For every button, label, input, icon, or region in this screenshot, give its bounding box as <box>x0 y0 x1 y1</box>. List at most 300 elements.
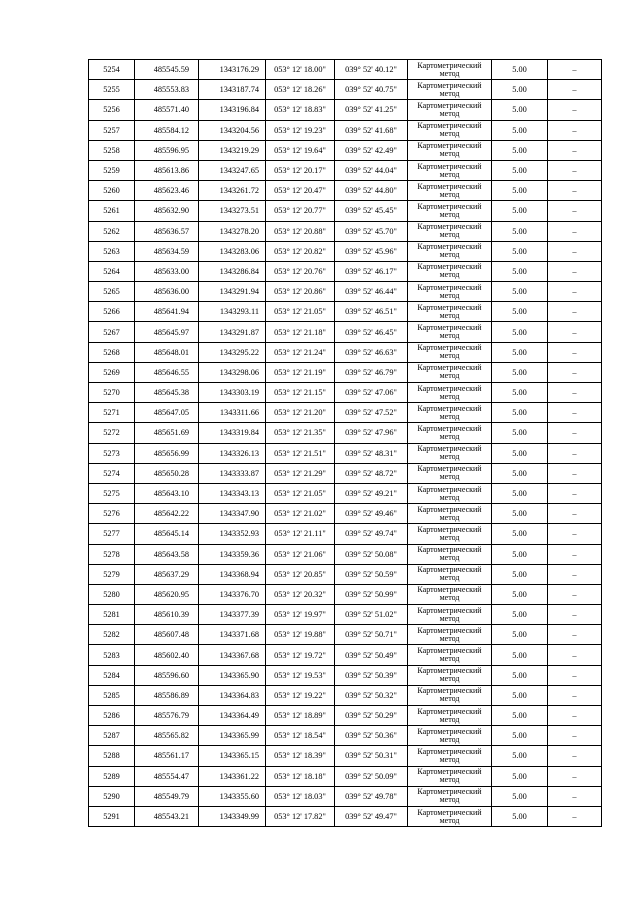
accuracy-cell: 5.00 <box>492 140 548 160</box>
latitude-cell: 053° 12' 21.24" <box>266 342 335 362</box>
accuracy-cell: 5.00 <box>492 80 548 100</box>
method-cell: Картометрический метод <box>408 282 492 302</box>
point-number-cell: 5275 <box>89 483 135 503</box>
x-coordinate-cell: 485561.17 <box>135 746 199 766</box>
point-number-cell: 5290 <box>89 786 135 806</box>
latitude-cell: 053° 12' 18.26" <box>266 80 335 100</box>
method-cell: Картометрический метод <box>408 685 492 705</box>
latitude-cell: 053° 12' 18.00" <box>266 60 335 80</box>
note-cell: – <box>548 766 602 786</box>
note-cell: – <box>548 403 602 423</box>
latitude-cell: 053° 12' 20.86" <box>266 282 335 302</box>
y-coordinate-cell: 1343295.22 <box>199 342 266 362</box>
table-row <box>89 302 602 322</box>
point-number-cell: 5268 <box>89 342 135 362</box>
y-coordinate-cell: 1343365.99 <box>199 726 266 746</box>
note-cell: – <box>548 625 602 645</box>
point-number-cell: 5257 <box>89 120 135 140</box>
note-cell: – <box>548 463 602 483</box>
accuracy-cell: 5.00 <box>492 685 548 705</box>
latitude-cell: 053° 12' 21.51" <box>266 443 335 463</box>
table-row <box>89 403 602 423</box>
latitude-cell: 053° 12' 20.76" <box>266 261 335 281</box>
method-cell: Картометрический метод <box>408 524 492 544</box>
x-coordinate-cell: 485545.59 <box>135 60 199 80</box>
longitude-cell: 039° 52' 42.49" <box>335 140 408 160</box>
table-body <box>89 60 602 827</box>
accuracy-cell: 5.00 <box>492 282 548 302</box>
y-coordinate-cell: 1343365.90 <box>199 665 266 685</box>
y-coordinate-cell: 1343349.99 <box>199 806 266 826</box>
y-coordinate-cell: 1343204.56 <box>199 120 266 140</box>
latitude-cell: 053° 12' 21.11" <box>266 524 335 544</box>
latitude-cell: 053° 12' 21.15" <box>266 383 335 403</box>
method-cell: Картометрический метод <box>408 605 492 625</box>
note-cell: – <box>548 120 602 140</box>
note-cell: – <box>548 443 602 463</box>
x-coordinate-cell: 485553.83 <box>135 80 199 100</box>
latitude-cell: 053° 12' 19.64" <box>266 140 335 160</box>
note-cell: – <box>548 726 602 746</box>
table-row <box>89 160 602 180</box>
y-coordinate-cell: 1343377.39 <box>199 605 266 625</box>
x-coordinate-cell: 485634.59 <box>135 241 199 261</box>
accuracy-cell: 5.00 <box>492 423 548 443</box>
note-cell: – <box>548 564 602 584</box>
latitude-cell: 053° 12' 21.20" <box>266 403 335 423</box>
point-number-cell: 5262 <box>89 221 135 241</box>
x-coordinate-cell: 485565.82 <box>135 726 199 746</box>
point-number-cell: 5259 <box>89 160 135 180</box>
y-coordinate-cell: 1343303.19 <box>199 383 266 403</box>
table-row <box>89 221 602 241</box>
note-cell: – <box>548 383 602 403</box>
accuracy-cell: 5.00 <box>492 100 548 120</box>
method-cell: Картометрический метод <box>408 261 492 281</box>
x-coordinate-cell: 485648.01 <box>135 342 199 362</box>
longitude-cell: 039° 52' 46.51" <box>335 302 408 322</box>
x-coordinate-cell: 485610.39 <box>135 605 199 625</box>
accuracy-cell: 5.00 <box>492 766 548 786</box>
method-cell: Картометрический метод <box>408 746 492 766</box>
y-coordinate-cell: 1343286.84 <box>199 261 266 281</box>
latitude-cell: 053° 12' 19.88" <box>266 625 335 645</box>
note-cell: – <box>548 181 602 201</box>
latitude-cell: 053° 12' 19.53" <box>266 665 335 685</box>
longitude-cell: 039° 52' 46.79" <box>335 362 408 382</box>
accuracy-cell: 5.00 <box>492 362 548 382</box>
y-coordinate-cell: 1343176.29 <box>199 60 266 80</box>
latitude-cell: 053° 12' 20.88" <box>266 221 335 241</box>
y-coordinate-cell: 1343359.36 <box>199 544 266 564</box>
method-cell: Картометрический метод <box>408 362 492 382</box>
method-cell: Картометрический метод <box>408 140 492 160</box>
latitude-cell: 053° 12' 20.85" <box>266 564 335 584</box>
latitude-cell: 053° 12' 18.54" <box>266 726 335 746</box>
y-coordinate-cell: 1343196.84 <box>199 100 266 120</box>
accuracy-cell: 5.00 <box>492 403 548 423</box>
accuracy-cell: 5.00 <box>492 524 548 544</box>
method-cell: Картометрический метод <box>408 80 492 100</box>
method-cell: Картометрический метод <box>408 584 492 604</box>
longitude-cell: 039° 52' 45.70" <box>335 221 408 241</box>
latitude-cell: 053° 12' 21.19" <box>266 362 335 382</box>
latitude-cell: 053° 12' 21.18" <box>266 322 335 342</box>
accuracy-cell: 5.00 <box>492 120 548 140</box>
point-number-cell: 5263 <box>89 241 135 261</box>
method-cell: Картометрический метод <box>408 463 492 483</box>
note-cell: – <box>548 241 602 261</box>
method-cell: Картометрический метод <box>408 241 492 261</box>
latitude-cell: 053° 12' 18.03" <box>266 786 335 806</box>
point-number-cell: 5287 <box>89 726 135 746</box>
latitude-cell: 053° 12' 20.47" <box>266 181 335 201</box>
table-row <box>89 140 602 160</box>
latitude-cell: 053° 12' 20.82" <box>266 241 335 261</box>
point-number-cell: 5271 <box>89 403 135 423</box>
x-coordinate-cell: 485586.89 <box>135 685 199 705</box>
method-cell: Картометрический метод <box>408 706 492 726</box>
latitude-cell: 053° 12' 17.82" <box>266 806 335 826</box>
longitude-cell: 039° 52' 50.39" <box>335 665 408 685</box>
method-cell: Картометрический метод <box>408 100 492 120</box>
table-row <box>89 483 602 503</box>
longitude-cell: 039° 52' 48.31" <box>335 443 408 463</box>
accuracy-cell: 5.00 <box>492 302 548 322</box>
accuracy-cell: 5.00 <box>492 544 548 564</box>
longitude-cell: 039° 52' 49.78" <box>335 786 408 806</box>
point-number-cell: 5269 <box>89 362 135 382</box>
note-cell: – <box>548 746 602 766</box>
note-cell: – <box>548 261 602 281</box>
method-cell: Картометрический метод <box>408 181 492 201</box>
point-number-cell: 5265 <box>89 282 135 302</box>
table-row <box>89 120 602 140</box>
y-coordinate-cell: 1343355.60 <box>199 786 266 806</box>
accuracy-cell: 5.00 <box>492 463 548 483</box>
accuracy-cell: 5.00 <box>492 726 548 746</box>
x-coordinate-cell: 485645.14 <box>135 524 199 544</box>
y-coordinate-cell: 1343368.94 <box>199 564 266 584</box>
method-cell: Картометрический метод <box>408 160 492 180</box>
point-number-cell: 5289 <box>89 766 135 786</box>
method-cell: Картометрический метод <box>408 60 492 80</box>
longitude-cell: 039° 52' 50.36" <box>335 726 408 746</box>
longitude-cell: 039° 52' 49.21" <box>335 483 408 503</box>
table-row <box>89 706 602 726</box>
accuracy-cell: 5.00 <box>492 241 548 261</box>
longitude-cell: 039° 52' 50.08" <box>335 544 408 564</box>
x-coordinate-cell: 485554.47 <box>135 766 199 786</box>
accuracy-cell: 5.00 <box>492 706 548 726</box>
accuracy-cell: 5.00 <box>492 564 548 584</box>
y-coordinate-cell: 1343361.22 <box>199 766 266 786</box>
point-number-cell: 5282 <box>89 625 135 645</box>
table-row <box>89 181 602 201</box>
y-coordinate-cell: 1343376.70 <box>199 584 266 604</box>
note-cell: – <box>548 786 602 806</box>
table-row <box>89 625 602 645</box>
point-number-cell: 5255 <box>89 80 135 100</box>
method-cell: Картометрический метод <box>408 726 492 746</box>
note-cell: – <box>548 524 602 544</box>
x-coordinate-cell: 485645.97 <box>135 322 199 342</box>
table-row <box>89 605 602 625</box>
x-coordinate-cell: 485636.00 <box>135 282 199 302</box>
point-number-cell: 5274 <box>89 463 135 483</box>
accuracy-cell: 5.00 <box>492 584 548 604</box>
x-coordinate-cell: 485633.00 <box>135 261 199 281</box>
x-coordinate-cell: 485637.29 <box>135 564 199 584</box>
table-row <box>89 282 602 302</box>
y-coordinate-cell: 1343343.13 <box>199 483 266 503</box>
y-coordinate-cell: 1343247.65 <box>199 160 266 180</box>
accuracy-cell: 5.00 <box>492 342 548 362</box>
y-coordinate-cell: 1343364.49 <box>199 706 266 726</box>
note-cell: – <box>548 806 602 826</box>
point-number-cell: 5254 <box>89 60 135 80</box>
longitude-cell: 039° 52' 45.96" <box>335 241 408 261</box>
note-cell: – <box>548 342 602 362</box>
point-number-cell: 5284 <box>89 665 135 685</box>
point-number-cell: 5291 <box>89 806 135 826</box>
longitude-cell: 039° 52' 46.44" <box>335 282 408 302</box>
longitude-cell: 039° 52' 50.09" <box>335 766 408 786</box>
table-row <box>89 80 602 100</box>
table-row <box>89 806 602 826</box>
point-number-cell: 5277 <box>89 524 135 544</box>
note-cell: – <box>548 221 602 241</box>
point-number-cell: 5281 <box>89 605 135 625</box>
method-cell: Картометрический метод <box>408 786 492 806</box>
x-coordinate-cell: 485650.28 <box>135 463 199 483</box>
longitude-cell: 039° 52' 45.45" <box>335 201 408 221</box>
longitude-cell: 039° 52' 49.74" <box>335 524 408 544</box>
x-coordinate-cell: 485602.40 <box>135 645 199 665</box>
latitude-cell: 053° 12' 21.02" <box>266 504 335 524</box>
latitude-cell: 053° 12' 21.05" <box>266 483 335 503</box>
method-cell: Картометрический метод <box>408 504 492 524</box>
method-cell: Картометрический метод <box>408 544 492 564</box>
note-cell: – <box>548 201 602 221</box>
longitude-cell: 039° 52' 50.31" <box>335 746 408 766</box>
table-row <box>89 423 602 443</box>
longitude-cell: 039° 52' 50.29" <box>335 706 408 726</box>
latitude-cell: 053° 12' 21.05" <box>266 302 335 322</box>
table-row <box>89 766 602 786</box>
y-coordinate-cell: 1343273.51 <box>199 201 266 221</box>
longitude-cell: 039° 52' 48.72" <box>335 463 408 483</box>
note-cell: – <box>548 645 602 665</box>
longitude-cell: 039° 52' 50.49" <box>335 645 408 665</box>
method-cell: Картометрический метод <box>408 625 492 645</box>
method-cell: Картометрический метод <box>408 806 492 826</box>
longitude-cell: 039° 52' 44.80" <box>335 181 408 201</box>
table-row <box>89 544 602 564</box>
accuracy-cell: 5.00 <box>492 160 548 180</box>
accuracy-cell: 5.00 <box>492 806 548 826</box>
y-coordinate-cell: 1343219.29 <box>199 140 266 160</box>
y-coordinate-cell: 1343364.83 <box>199 685 266 705</box>
method-cell: Картометрический метод <box>408 423 492 443</box>
method-cell: Картометрический метод <box>408 443 492 463</box>
note-cell: – <box>548 302 602 322</box>
point-number-cell: 5258 <box>89 140 135 160</box>
x-coordinate-cell: 485549.79 <box>135 786 199 806</box>
longitude-cell: 039° 52' 50.71" <box>335 625 408 645</box>
method-cell: Картометрический метод <box>408 322 492 342</box>
point-number-cell: 5261 <box>89 201 135 221</box>
method-cell: Картометрический метод <box>408 564 492 584</box>
point-number-cell: 5286 <box>89 706 135 726</box>
accuracy-cell: 5.00 <box>492 261 548 281</box>
method-cell: Картометрический метод <box>408 383 492 403</box>
y-coordinate-cell: 1343326.13 <box>199 443 266 463</box>
note-cell: – <box>548 423 602 443</box>
y-coordinate-cell: 1343298.06 <box>199 362 266 382</box>
longitude-cell: 039° 52' 50.99" <box>335 584 408 604</box>
x-coordinate-cell: 485656.99 <box>135 443 199 463</box>
y-coordinate-cell: 1343333.87 <box>199 463 266 483</box>
accuracy-cell: 5.00 <box>492 746 548 766</box>
latitude-cell: 053° 12' 20.77" <box>266 201 335 221</box>
point-number-cell: 5267 <box>89 322 135 342</box>
method-cell: Картометрический метод <box>408 302 492 322</box>
longitude-cell: 039° 52' 41.25" <box>335 100 408 120</box>
table-row <box>89 665 602 685</box>
x-coordinate-cell: 485584.12 <box>135 120 199 140</box>
method-cell: Картометрический метод <box>408 766 492 786</box>
table-row <box>89 645 602 665</box>
note-cell: – <box>548 504 602 524</box>
table-row <box>89 726 602 746</box>
point-number-cell: 5285 <box>89 685 135 705</box>
table-row <box>89 261 602 281</box>
accuracy-cell: 5.00 <box>492 504 548 524</box>
y-coordinate-cell: 1343291.94 <box>199 282 266 302</box>
table-row <box>89 342 602 362</box>
table-row <box>89 504 602 524</box>
note-cell: – <box>548 584 602 604</box>
note-cell: – <box>548 544 602 564</box>
y-coordinate-cell: 1343278.20 <box>199 221 266 241</box>
accuracy-cell: 5.00 <box>492 221 548 241</box>
latitude-cell: 053° 12' 18.89" <box>266 706 335 726</box>
latitude-cell: 053° 12' 18.83" <box>266 100 335 120</box>
note-cell: – <box>548 706 602 726</box>
accuracy-cell: 5.00 <box>492 60 548 80</box>
longitude-cell: 039° 52' 51.02" <box>335 605 408 625</box>
point-number-cell: 5273 <box>89 443 135 463</box>
x-coordinate-cell: 485571.40 <box>135 100 199 120</box>
y-coordinate-cell: 1343311.66 <box>199 403 266 423</box>
x-coordinate-cell: 485645.38 <box>135 383 199 403</box>
point-number-cell: 5288 <box>89 746 135 766</box>
longitude-cell: 039° 52' 46.45" <box>335 322 408 342</box>
longitude-cell: 039° 52' 47.96" <box>335 423 408 443</box>
longitude-cell: 039° 52' 40.75" <box>335 80 408 100</box>
method-cell: Картометрический метод <box>408 201 492 221</box>
point-number-cell: 5266 <box>89 302 135 322</box>
point-number-cell: 5264 <box>89 261 135 281</box>
table-row <box>89 362 602 382</box>
x-coordinate-cell: 485543.21 <box>135 806 199 826</box>
table-row <box>89 746 602 766</box>
latitude-cell: 053° 12' 19.72" <box>266 645 335 665</box>
accuracy-cell: 5.00 <box>492 786 548 806</box>
x-coordinate-cell: 485613.86 <box>135 160 199 180</box>
note-cell: – <box>548 605 602 625</box>
note-cell: – <box>548 100 602 120</box>
longitude-cell: 039° 52' 41.68" <box>335 120 408 140</box>
accuracy-cell: 5.00 <box>492 383 548 403</box>
x-coordinate-cell: 485646.55 <box>135 362 199 382</box>
table-row <box>89 100 602 120</box>
method-cell: Картометрический метод <box>408 403 492 423</box>
y-coordinate-cell: 1343352.93 <box>199 524 266 544</box>
note-cell: – <box>548 322 602 342</box>
accuracy-cell: 5.00 <box>492 443 548 463</box>
latitude-cell: 053° 12' 21.06" <box>266 544 335 564</box>
longitude-cell: 039° 52' 50.32" <box>335 685 408 705</box>
x-coordinate-cell: 485620.95 <box>135 584 199 604</box>
latitude-cell: 053° 12' 18.18" <box>266 766 335 786</box>
y-coordinate-cell: 1343347.90 <box>199 504 266 524</box>
y-coordinate-cell: 1343291.87 <box>199 322 266 342</box>
y-coordinate-cell: 1343365.15 <box>199 746 266 766</box>
table-row <box>89 786 602 806</box>
note-cell: – <box>548 60 602 80</box>
method-cell: Картометрический метод <box>408 221 492 241</box>
x-coordinate-cell: 485647.05 <box>135 403 199 423</box>
x-coordinate-cell: 485636.57 <box>135 221 199 241</box>
longitude-cell: 039° 52' 46.63" <box>335 342 408 362</box>
point-number-cell: 5276 <box>89 504 135 524</box>
x-coordinate-cell: 485607.48 <box>135 625 199 645</box>
longitude-cell: 039° 52' 49.47" <box>335 806 408 826</box>
latitude-cell: 053° 12' 19.23" <box>266 120 335 140</box>
x-coordinate-cell: 485623.46 <box>135 181 199 201</box>
y-coordinate-cell: 1343261.72 <box>199 181 266 201</box>
table-row <box>89 60 602 80</box>
longitude-cell: 039° 52' 50.59" <box>335 564 408 584</box>
point-number-cell: 5256 <box>89 100 135 120</box>
note-cell: – <box>548 80 602 100</box>
latitude-cell: 053° 12' 19.22" <box>266 685 335 705</box>
longitude-cell: 039° 52' 44.04" <box>335 160 408 180</box>
note-cell: – <box>548 483 602 503</box>
x-coordinate-cell: 485632.90 <box>135 201 199 221</box>
point-number-cell: 5272 <box>89 423 135 443</box>
point-number-cell: 5260 <box>89 181 135 201</box>
table-row <box>89 322 602 342</box>
x-coordinate-cell: 485642.22 <box>135 504 199 524</box>
x-coordinate-cell: 485643.10 <box>135 483 199 503</box>
longitude-cell: 039° 52' 40.12" <box>335 60 408 80</box>
table-row <box>89 443 602 463</box>
accuracy-cell: 5.00 <box>492 645 548 665</box>
point-number-cell: 5283 <box>89 645 135 665</box>
point-number-cell: 5280 <box>89 584 135 604</box>
longitude-cell: 039° 52' 49.46" <box>335 504 408 524</box>
latitude-cell: 053° 12' 18.39" <box>266 746 335 766</box>
table-row <box>89 463 602 483</box>
table-row <box>89 383 602 403</box>
y-coordinate-cell: 1343293.11 <box>199 302 266 322</box>
longitude-cell: 039° 52' 47.52" <box>335 403 408 423</box>
point-number-cell: 5279 <box>89 564 135 584</box>
note-cell: – <box>548 665 602 685</box>
